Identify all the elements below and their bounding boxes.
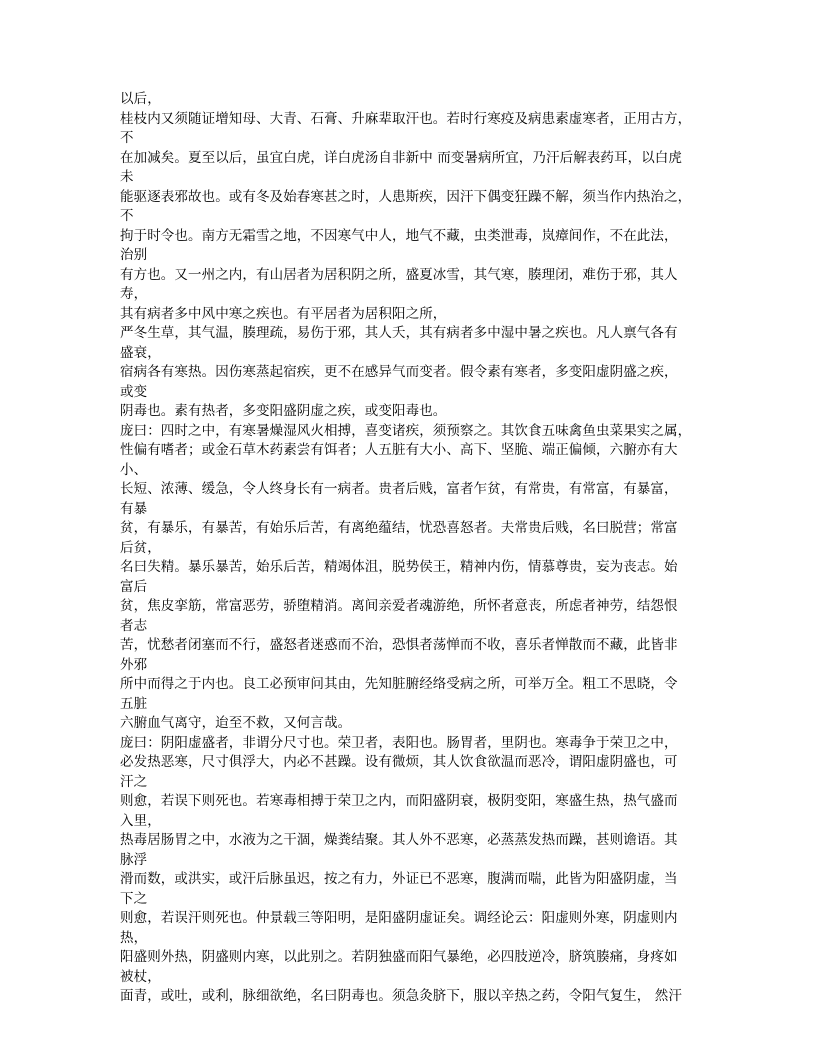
text-line: 长短、浓薄、缓急，令人终身长有一病者。贵者后贱，富者乍贫，有常贵，有常富，有暴富， [120, 481, 678, 497]
text-line: 滑而数，或洪实，或汗后脉虽迟，按之有力，外证已不恶寒，腹满而喘，此皆为阳盛阴虚，当 [120, 871, 678, 887]
text-line: 不 [120, 130, 134, 146]
text-line: 贫，有暴乐，有暴苦，有始乐后苦，有离绝蕴结，忧恐喜怒者。夫常贵后贱，名曰脱营；常富 [120, 520, 678, 536]
text-line: 脉浮 [120, 851, 148, 868]
text-line: 庞曰：四时之中，有寒暑燥湿风火相搏，喜变诸疾，须预察之。其饮食五味禽鱼虫菜果实之属， [120, 422, 692, 439]
text-line: 六腑血气离守，迨至不救，又何言哉。 [120, 715, 352, 731]
text-line: 有方也。又一州之内，有山居者为居积阴之所，盛夏冰雪，其气寒，腠理闭，难伤于邪，其人 [120, 266, 678, 283]
text-line: 者志 [120, 617, 148, 634]
text-line: 盛衰， [120, 344, 161, 361]
document-page [120, 90, 700, 1007]
text-line: 治别 [120, 247, 148, 263]
text-line: 拘于时令也。南方无霜雪之地，不因寒气中人，地气不藏，虫类泄毒，岚瘴间作，不在此法， [120, 227, 678, 244]
text-line: 小、 [120, 461, 148, 478]
text-line: 被杖， [120, 968, 161, 985]
text-line: 必发热恶寒，尺寸俱浮大，内必不甚躁。设有微烦，其人饮食欲温而恶冷，谓阳虚阴盛也，可 [120, 754, 678, 770]
text-line: 名曰失精。暴乐暴苦，始乐后苦，精竭体沮，脱势侯王，精神内伤，情慕尊贵，妄为丧志。始 [120, 559, 678, 575]
text-line: 五脏 [120, 695, 148, 712]
text-line: 以后， [120, 91, 161, 107]
text-line: 热毒居肠胃之中，水液为之干涸，燥粪结聚。其人外不恶寒，必蒸蒸发热而躁，甚则谵语。其 [120, 832, 678, 848]
text-line: 未 [120, 169, 134, 185]
text-line: 则愈，若误汗则死也。仲景载三等阳明，是阳盛阴虚证矣。调经论云：阳虚则外寒，阴虚则内 [120, 910, 678, 926]
text-line: 性偏有嗜者；或金石草木药素尝有饵者；人五脏有大小、高下、坚脆、端正偏倾，六腑亦有大 [120, 442, 678, 458]
text-line: 阳盛则外热，阴盛则内寒，以此别之。若阴独盛而阳气暴绝，必四肢逆冷，脐筑腠痛，身疼如 [120, 949, 678, 965]
text-line: 能驱逐表邪故也。或有冬及始春寒甚之时，人患斯疾，因汗下偶变狂躁不解，须当作内热治之， [120, 188, 692, 205]
text-line: 面青，或吐，或利，脉细欲绝，名曰阴毒也。须急灸脐下，服以辛热之药，令阳气复生， 然汗 [120, 988, 682, 1004]
text-line: 则愈，若误下则死也。若寒毒相搏于荣卫之内，而阳盛阴衰，极阴变阳，寒盛生热，热气盛而 [120, 793, 678, 809]
text-line: 寿， [120, 286, 148, 302]
text-line: 热， [120, 929, 148, 946]
text-line: 外邪 [120, 656, 148, 673]
text-line: 或变 [120, 383, 148, 400]
text-line: 所中而得之于内也。良工必预审问其由，先知脏腑经络受病之所，可举万全。粗工不思晓，令 [120, 676, 678, 692]
text-line: 汗之 [120, 773, 148, 790]
text-line: 在加减矣。夏至以后，虽宜白虎，详白虎汤自非新中 而变暑病所宜，乃汗后解表药耳，以白虎 [120, 149, 682, 166]
text-line: 宿病各有寒热。因伤寒蒸起宿疾，更不在感异气而变者。假令素有寒者，多变阳虚阴盛之疾， [120, 364, 678, 380]
text-line: 下之 [120, 890, 148, 907]
text-line: 不 [120, 208, 134, 224]
text-line: 庞曰：阴阳虚盛者，非谓分尺寸也。荣卫者，表阳也。肠胃者，里阴也。寒毒争于荣卫之中， [120, 734, 678, 751]
text-line: 贫，焦皮挛筋，常富恶劳，骄堕精消。离间亲爱者魂游绝，所怀者意丧，所虑者神劳，结怨恨 [120, 598, 678, 614]
text-line: 后贫， [120, 539, 161, 556]
text-line: 有暴 [120, 500, 148, 517]
text-line: 严冬生草，其气温，腠理疏，易伤于邪，其人夭，其有病者多中湿中暑之疾也。凡人禀气各有 [120, 325, 678, 341]
text-line: 入里， [120, 812, 161, 829]
text-line: 阴毒也。素有热者，多变阳盛阴虚之疾，或变阳毒也。 [120, 403, 447, 419]
text-line: 富后 [120, 578, 148, 595]
text-line: 桂枝内又须随证增知母、大青、石膏、升麻辈取汗也。若时行寒疫及病患素虚寒者，正用古方， [120, 110, 692, 127]
text-line: 苦，忧愁者闭塞而不行，盛怒者迷惑而不治，恐惧者荡惮而不收，喜乐者惮散而不藏，此皆非 [120, 637, 678, 653]
text-line: 其有病者多中风中寒之疾也。有平居者为居积阳之所， [120, 305, 447, 322]
